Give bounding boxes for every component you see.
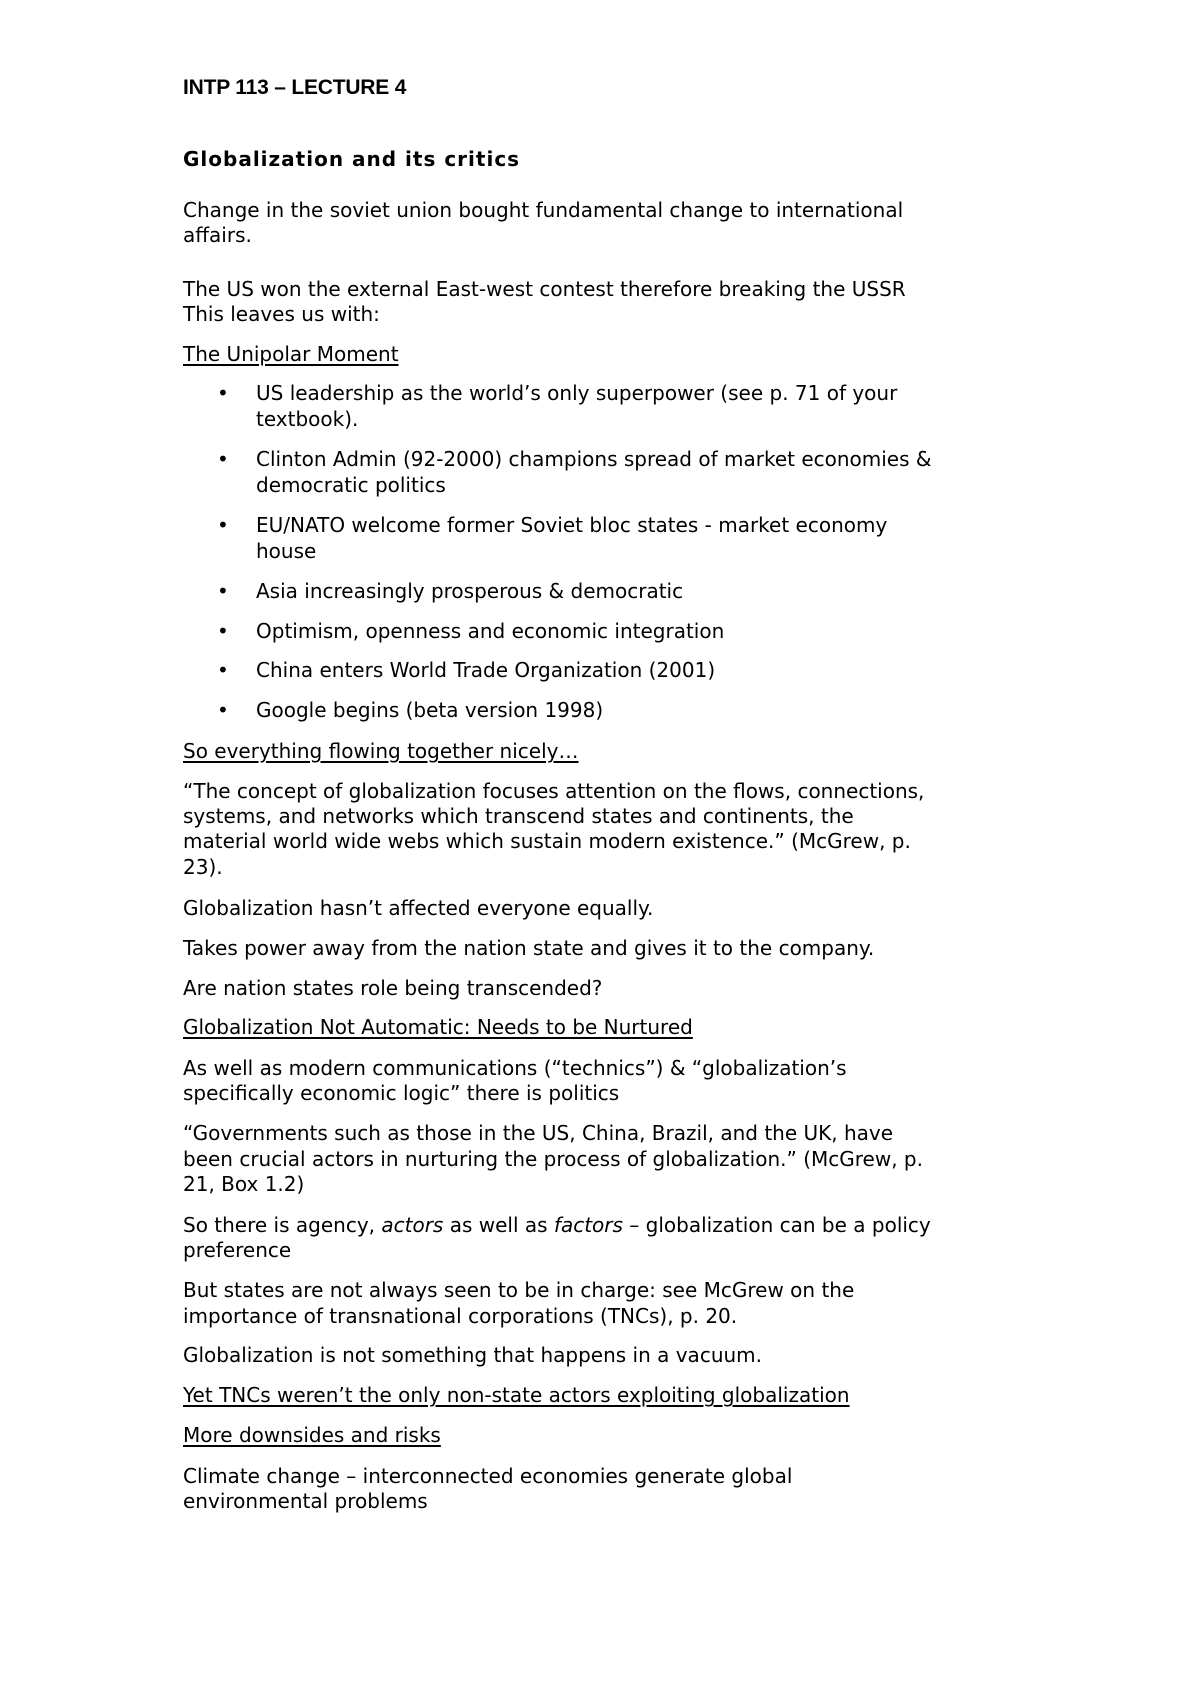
page-heading: Globalization and its critics: [183, 147, 521, 171]
bullet-2-line-2: democratic politics: [256, 473, 446, 497]
agency-text-a: So there is agency,: [183, 1213, 382, 1237]
states-line-1: But states are not always seen to be in charge: see McGrew on the: [183, 1278, 855, 1302]
flowing-heading: So everything flowing together nicely…: [183, 739, 579, 763]
nurtured-heading: Globalization Not Automatic: Needs to be Nurtured: [183, 1015, 693, 1039]
agency-factors: factors: [553, 1213, 623, 1237]
para-vacuum: Globalization is not something that happens in a vacuum.: [183, 1343, 763, 1367]
quote2-line-2: been crucial actors in nurturing the process of globalization.” (McGrew, p.: [183, 1147, 923, 1171]
quote2-line-3: 21, Box 1.2): [183, 1172, 305, 1196]
bullet-1-line-2: textbook).: [256, 407, 359, 431]
agency-text-c: – globalization can be a policy: [622, 1213, 931, 1237]
unipolar-heading: The Unipolar Moment: [183, 342, 399, 366]
bullet-1-line-1: US leadership as the world’s only superpower (see p. 71 of your: [256, 381, 898, 405]
bullet-5: Optimism, openness and economic integration: [256, 619, 725, 643]
bullet-icon: •: [217, 579, 229, 603]
bullet-icon: •: [217, 619, 229, 643]
agency-line-2: preference: [183, 1238, 292, 1262]
quote1-line-2: systems, and networks which transcend states and continents, the: [183, 804, 854, 828]
downsides-heading: More downsides and risks: [183, 1423, 441, 1447]
bullet-icon: •: [217, 658, 229, 682]
intro-line-2: affairs.: [183, 223, 252, 247]
bullet-icon: •: [217, 698, 229, 722]
para-transcended: Are nation states role being transcended?: [183, 976, 603, 1000]
para-power: Takes power away from the nation state and gives it to the company.: [183, 936, 875, 960]
quote1-line-3: material world wide webs which sustain modern existence.” (McGrew, p.: [183, 829, 911, 853]
states-line-2: importance of transnational corporations (TNCs), p. 20.: [183, 1304, 738, 1328]
bullet-6: China enters World Trade Organization (2001): [256, 658, 716, 682]
bullet-3-line-1: EU/NATO welcome former Soviet bloc states - market economy: [256, 513, 888, 537]
quote1-line-1: “The concept of globalization focuses attention on the flows, connections,: [183, 779, 925, 803]
agency-line-1: [183, 1212, 931, 1238]
bullet-2-line-1: Clinton Admin (92-2000) champions spread of market economies &: [256, 447, 932, 471]
climate-line-2: environmental problems: [183, 1489, 428, 1513]
bullet-3-line-2: house: [256, 539, 317, 563]
quote1-line-4: 23).: [183, 855, 223, 879]
bullet-7: Google begins (beta version 1998): [256, 698, 604, 722]
comms-line-2: specifically economic logic” there is politics: [183, 1081, 620, 1105]
bullet-icon: •: [217, 513, 229, 537]
quote2-line-1: “Governments such as those in the US, China, Brazil, and the UK, have: [183, 1121, 894, 1145]
course-title: INTP 113 – LECTURE 4: [183, 76, 407, 99]
intro-line-1: Change in the soviet union bought fundamental change to international: [183, 198, 904, 222]
comms-line-1: As well as modern communications (“technics”) & “globalization’s: [183, 1056, 847, 1080]
bullet-4: Asia increasingly prosperous & democratic: [256, 579, 684, 603]
bullet-icon: •: [217, 447, 229, 471]
us-won-line-1: The US won the external East-west contest therefore breaking the USSR: [183, 277, 906, 301]
us-won-line-2: This leaves us with:: [183, 302, 380, 326]
bullet-icon: •: [217, 381, 229, 405]
para-equal: Globalization hasn’t affected everyone equally.: [183, 896, 654, 920]
agency-text-b: as well as: [443, 1213, 554, 1237]
climate-line-1: Climate change – interconnected economies generate global: [183, 1464, 793, 1488]
tncs-heading: Yet TNCs weren’t the only non-state actors exploiting globalization: [183, 1383, 850, 1407]
agency-actors: actors: [381, 1213, 444, 1237]
